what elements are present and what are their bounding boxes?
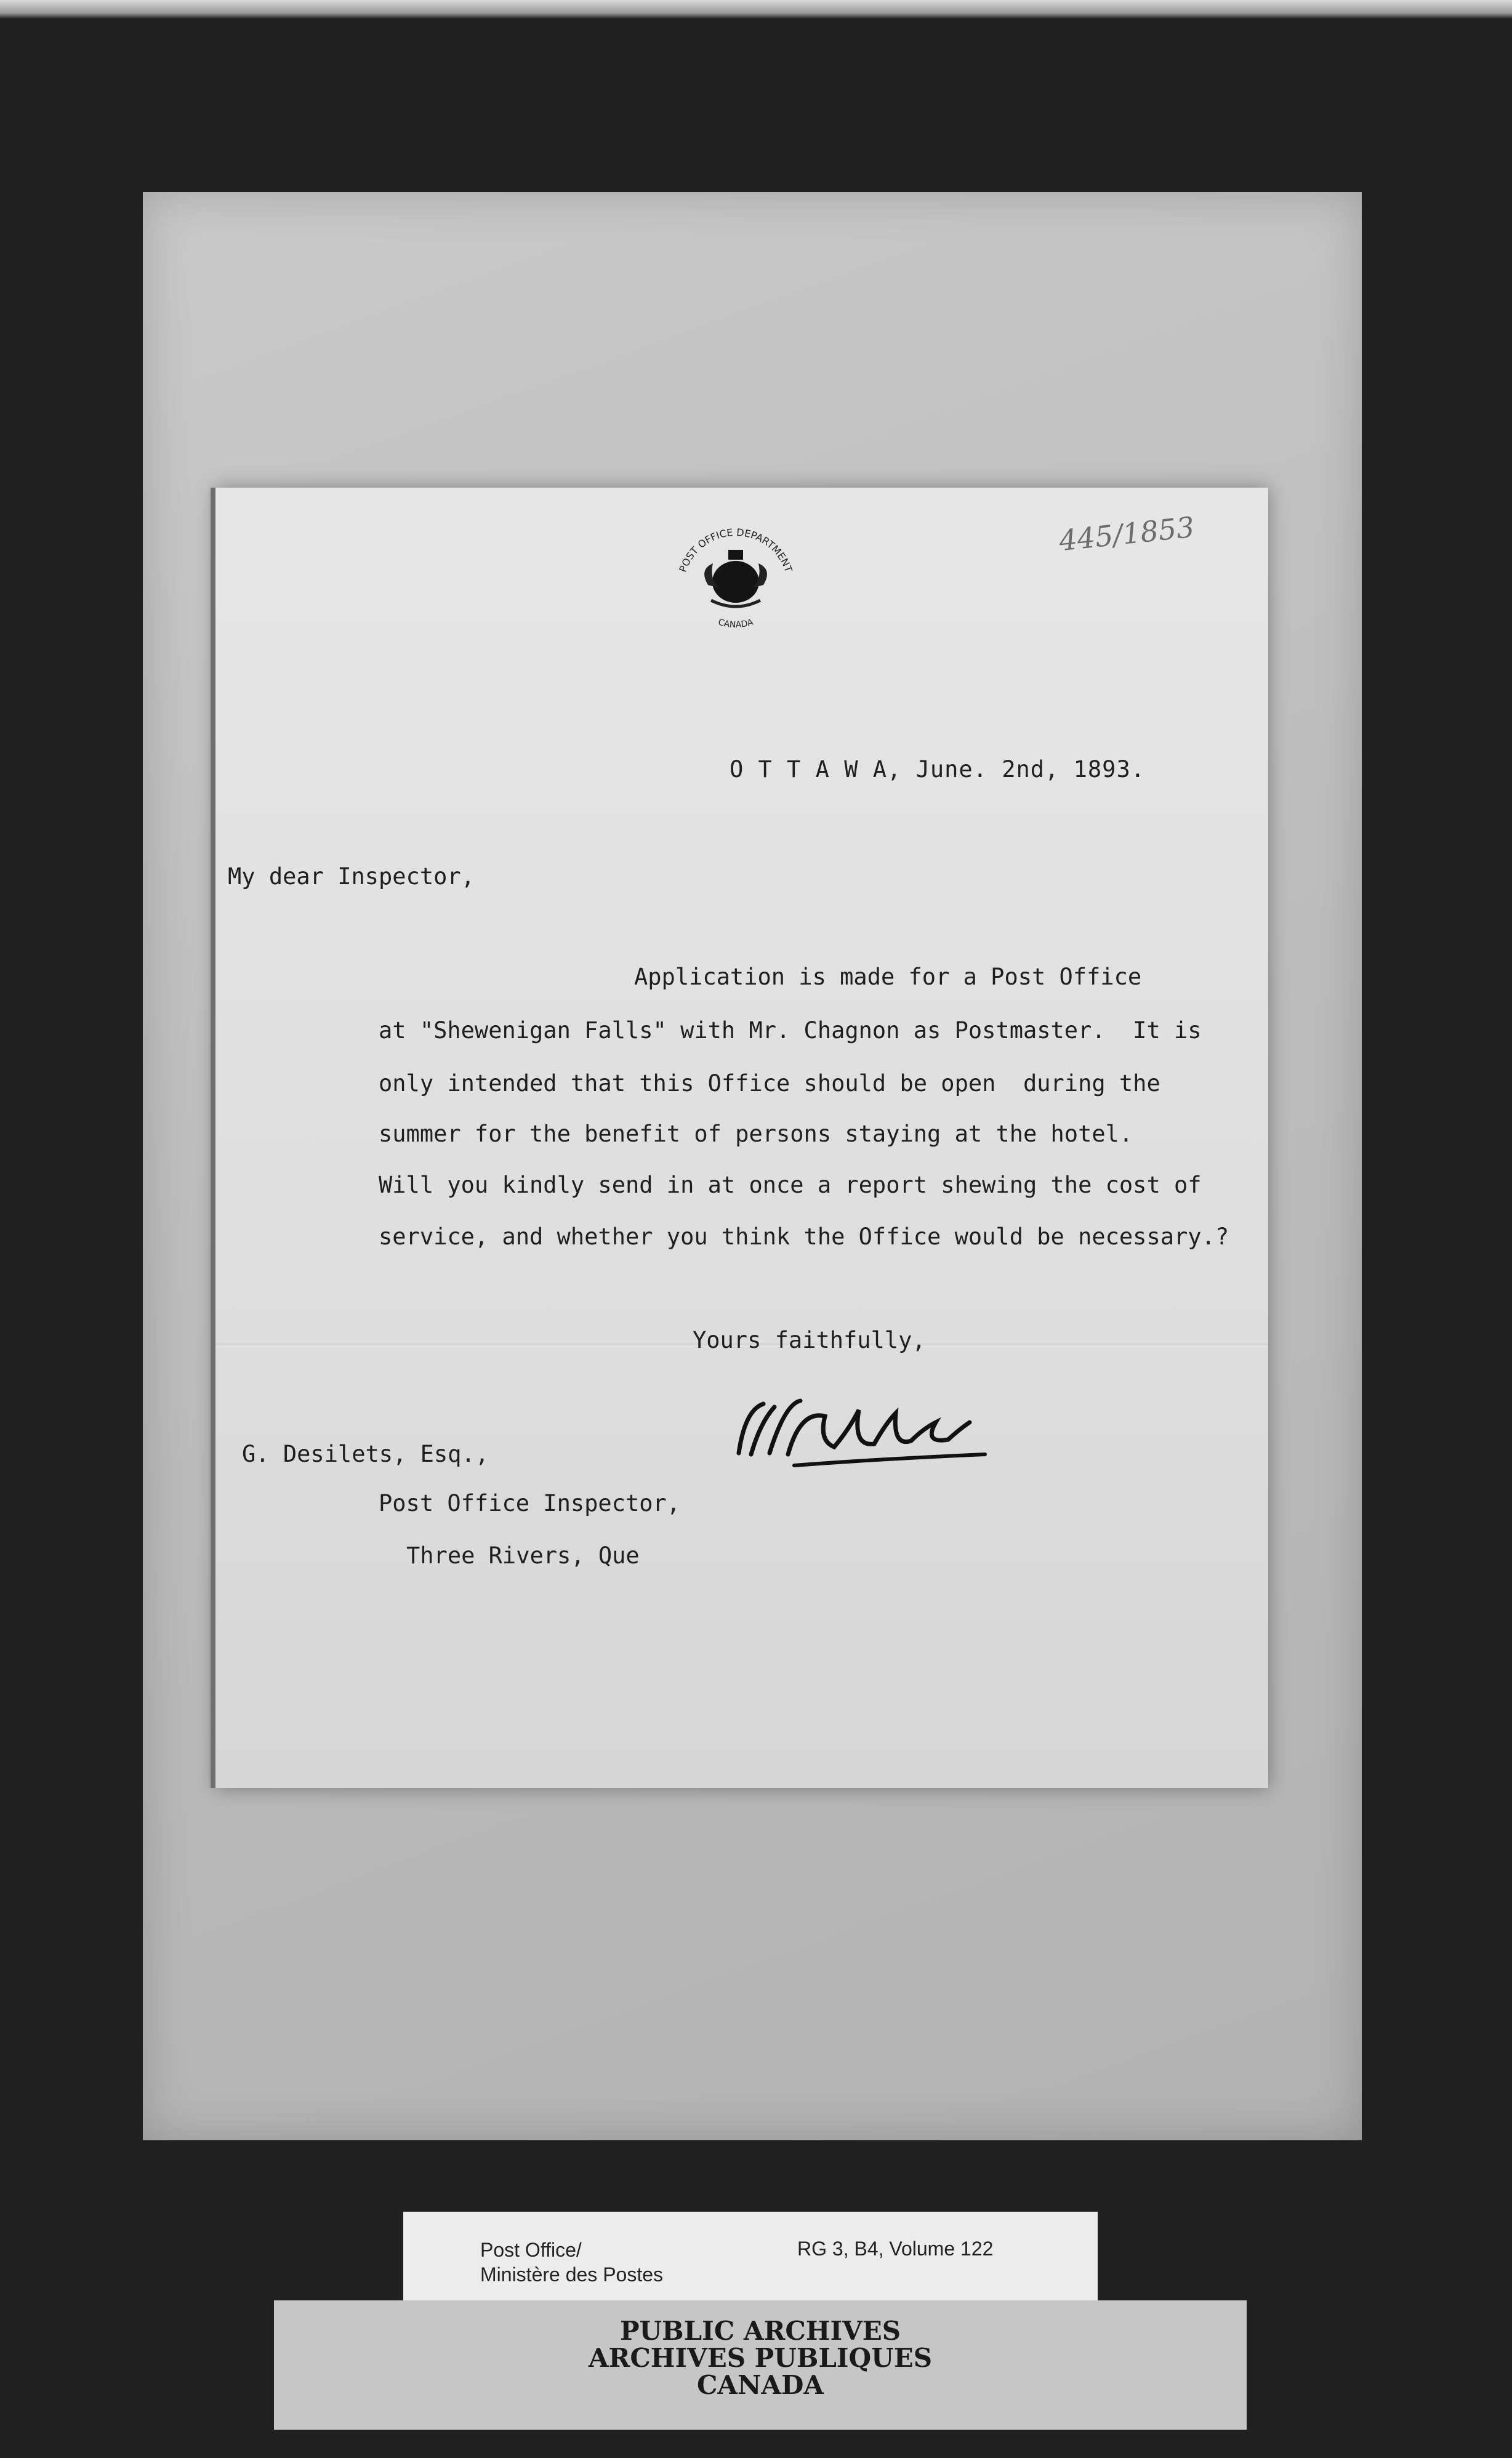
dateline: O T T A W A, June. 2nd, 1893.: [730, 756, 1146, 783]
signature: [726, 1385, 997, 1478]
body-line: Application is made for a Post Office: [634, 964, 1142, 990]
crest-text-bottom: CANADA: [717, 617, 755, 631]
stamp-line-3: CANADA: [696, 2370, 824, 2400]
body-line: at "Shewenigan Falls" with Mr. Chagnon as Postmaster. It is: [379, 1017, 1202, 1044]
addressee-name: G. Desilets, Esq.,: [242, 1441, 489, 1467]
salutation: My dear Inspector,: [228, 863, 475, 890]
coat-of-arms-icon: [665, 520, 806, 637]
archive-label: [403, 2212, 1098, 2304]
body-line: service, and whether you think the Office would be necessary.?: [379, 1223, 1229, 1250]
body-line: only intended that this Office should be open during the: [379, 1070, 1160, 1097]
crest-text-top: POST OFFICE DEPARTMENT: [677, 526, 795, 574]
closing: Yours faithfully,: [693, 1327, 926, 1353]
svg-text:CANADA: [717, 617, 754, 630]
body-line: Will you kindly send in at once a report shewing the cost of: [379, 1172, 1202, 1198]
body-line: summer for the benefit of persons staying at the hotel.: [379, 1121, 1133, 1147]
film-edge: [0, 0, 1512, 18]
addressee-location: Three Rivers, Que: [406, 1542, 640, 1569]
fonds-line-2: Ministère des Postes: [480, 2263, 664, 2286]
stamp-line-1: PUBLIC ARCHIVES: [619, 2316, 901, 2346]
reference-number: 445/1853: [1057, 510, 1196, 558]
archive-reference: RG 3, B4, Volume 122: [797, 2238, 994, 2260]
stamp-line-2: ARCHIVES PUBLIQUES: [588, 2343, 933, 2373]
addressee-title: Post Office Inspector,: [379, 1490, 681, 1517]
fonds-line-1: Post Office/: [480, 2239, 582, 2261]
archives-stamp: [274, 2300, 1247, 2430]
